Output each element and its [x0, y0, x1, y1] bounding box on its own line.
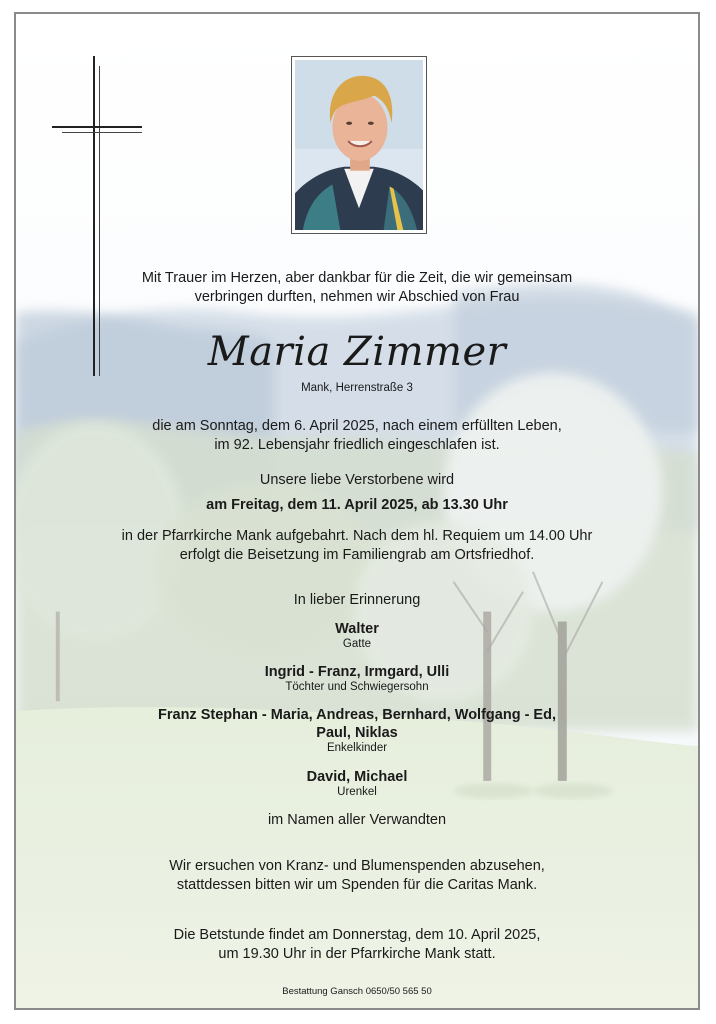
- viewing-date: am Freitag, dem 11. April 2025, ab 13.30 Uhr: [206, 497, 508, 513]
- cross-bar-shadow: [62, 132, 142, 133]
- viewing-intro: Unsere liebe Verstorbene wird: [259, 472, 455, 488]
- viewing-line-1: in der Pfarrkirche Mank aufgebahrt. Nach dem hl. Requiem um 14.00 Uhr: [121, 528, 593, 544]
- deceased-name: Maria Zimmer: [207, 329, 507, 375]
- intro-line-1: Mit Trauer im Herzen, aber dankbar für die Zeit, die wir gemeinsam: [141, 270, 573, 286]
- mourner-relation: Urenkel: [337, 786, 377, 798]
- viewing-line-2: erfolgt die Beisetzung im Familiengrab am Ortsfriedhof.: [179, 547, 535, 563]
- mourner-relation: Töchter und Schwiegersohn: [285, 681, 429, 693]
- footer-funeral-home: Bestattung Gansch 0650/50 565 50: [282, 986, 432, 997]
- intro-line-2: verbringen durften, nehmen wir Abschied von Frau: [194, 289, 520, 305]
- prayer-line-1: Die Betstunde findet am Donnerstag, dem 10. April 2025,: [173, 927, 541, 943]
- mourner-names: Paul, Niklas: [316, 725, 398, 741]
- death-line-1: die am Sonntag, dem 6. April 2025, nach einem erfüllten Leben,: [152, 418, 562, 434]
- relatives-line: im Namen aller Verwandten: [267, 812, 447, 828]
- donation-line-2: stattdessen bitten wir um Spenden für die Caritas Mank.: [176, 877, 538, 893]
- donation-line-1: Wir ersuchen von Kranz- und Blumenspenden abzusehen,: [169, 858, 545, 874]
- portrait-image: [295, 60, 423, 230]
- prayer-line-2: um 19.30 Uhr in der Pfarrkirche Mank statt.: [218, 946, 496, 962]
- mourner-names: David, Michael: [306, 769, 408, 785]
- mourner-names: Franz Stephan - Maria, Andreas, Bernhard, Wolfgang - Ed,: [158, 707, 556, 723]
- obituary-frame: [14, 12, 700, 1010]
- mourner-relation: Enkelkinder: [326, 742, 388, 754]
- mourner-names: Ingrid - Franz, Irmgard, Ulli: [264, 664, 450, 680]
- cross-icon: [93, 56, 95, 376]
- mourner-relation: Gatte: [342, 638, 372, 650]
- cross-bar: [52, 126, 142, 128]
- portrait-photo: [291, 56, 427, 234]
- mourner-names: Walter: [335, 621, 379, 637]
- deceased-address: Mank, Herrenstraße 3: [301, 382, 413, 394]
- memory-label: In lieber Erinnerung: [293, 592, 421, 608]
- death-line-2: im 92. Lebensjahr friedlich eingeschlafen ist.: [214, 437, 500, 453]
